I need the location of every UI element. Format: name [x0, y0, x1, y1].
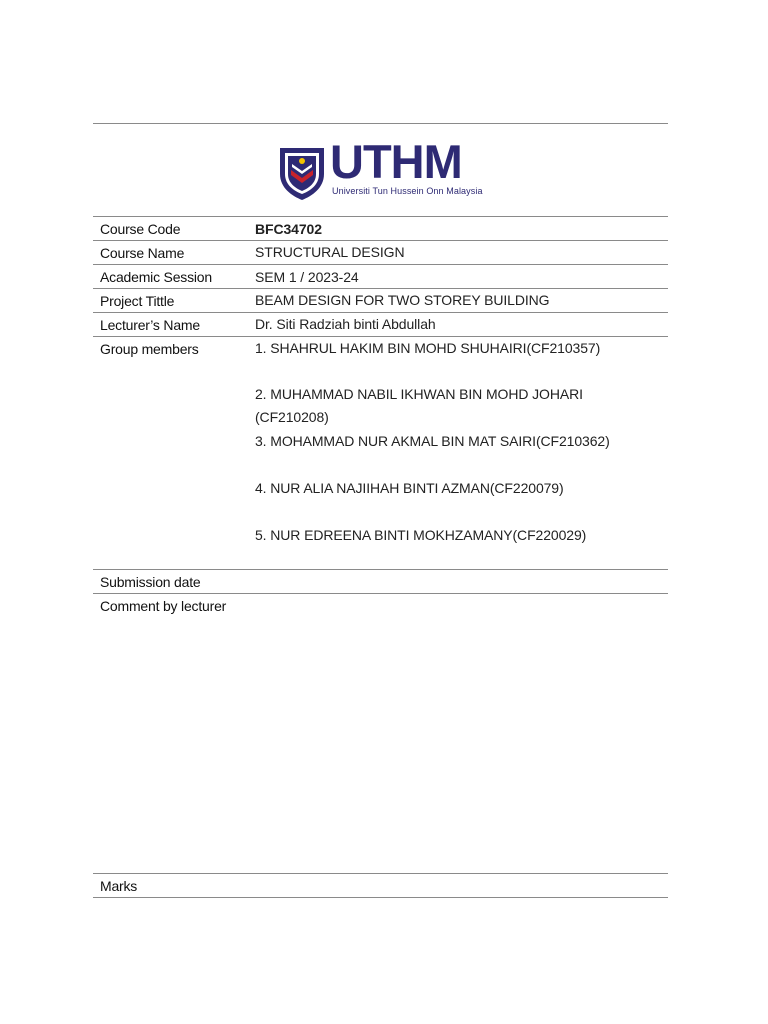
- top-divider: [93, 123, 668, 124]
- course-name-value: STRUCTURAL DESIGN: [255, 244, 405, 260]
- logo-subtitle: Universiti Tun Hussein Onn Malaysia: [332, 186, 483, 196]
- logo-wordmark: UTHM: [330, 135, 462, 188]
- row-divider: [93, 336, 668, 337]
- course-code-value: BFC34702: [255, 221, 322, 237]
- row-divider: [93, 593, 668, 594]
- member-item: 2. MUHAMMAD NABIL IKHWAN BIN MOHD JOHARI: [255, 386, 583, 402]
- lecturer-name-value: Dr. Siti Radziah binti Abdullah: [255, 316, 436, 332]
- row-divider: [93, 288, 668, 289]
- course-name-label: Course Name: [100, 245, 185, 261]
- member-item: (CF210208): [255, 409, 329, 425]
- uthm-crest-icon: [278, 144, 326, 202]
- course-code-label: Course Code: [100, 221, 181, 237]
- uthm-logo: [278, 135, 488, 202]
- comment-label: Comment by lecturer: [100, 598, 227, 614]
- submission-date-label: Submission date: [100, 574, 201, 590]
- project-title-label: Project Tittle: [100, 293, 175, 309]
- row-divider: [93, 240, 668, 241]
- group-members-label: Group members: [100, 341, 199, 357]
- project-title-value: BEAM DESIGN FOR TWO STOREY BUILDING: [255, 292, 550, 308]
- member-item: 1. SHAHRUL HAKIM BIN MOHD SHUHAIRI(CF210357): [255, 340, 601, 356]
- member-item: 3. MOHAMMAD NUR AKMAL BIN MAT SAIRI(CF210362): [255, 433, 610, 449]
- member-item: 5. NUR EDREENA BINTI MOKHZAMANY(CF220029): [255, 527, 587, 543]
- bottom-divider: [93, 897, 668, 898]
- row-divider: [93, 569, 668, 570]
- marks-label: Marks: [100, 878, 138, 894]
- academic-session-label: Academic Session: [100, 269, 212, 285]
- row-divider: [93, 873, 668, 874]
- row-divider: [93, 264, 668, 265]
- member-item: 4. NUR ALIA NAJIIHAH BINTI AZMAN(CF220079): [255, 480, 564, 496]
- row-divider: [93, 312, 668, 313]
- academic-session-value: SEM 1 / 2023-24: [255, 269, 359, 285]
- row-divider: [93, 216, 668, 217]
- lecturer-name-label: Lecturer’s Name: [100, 317, 200, 333]
